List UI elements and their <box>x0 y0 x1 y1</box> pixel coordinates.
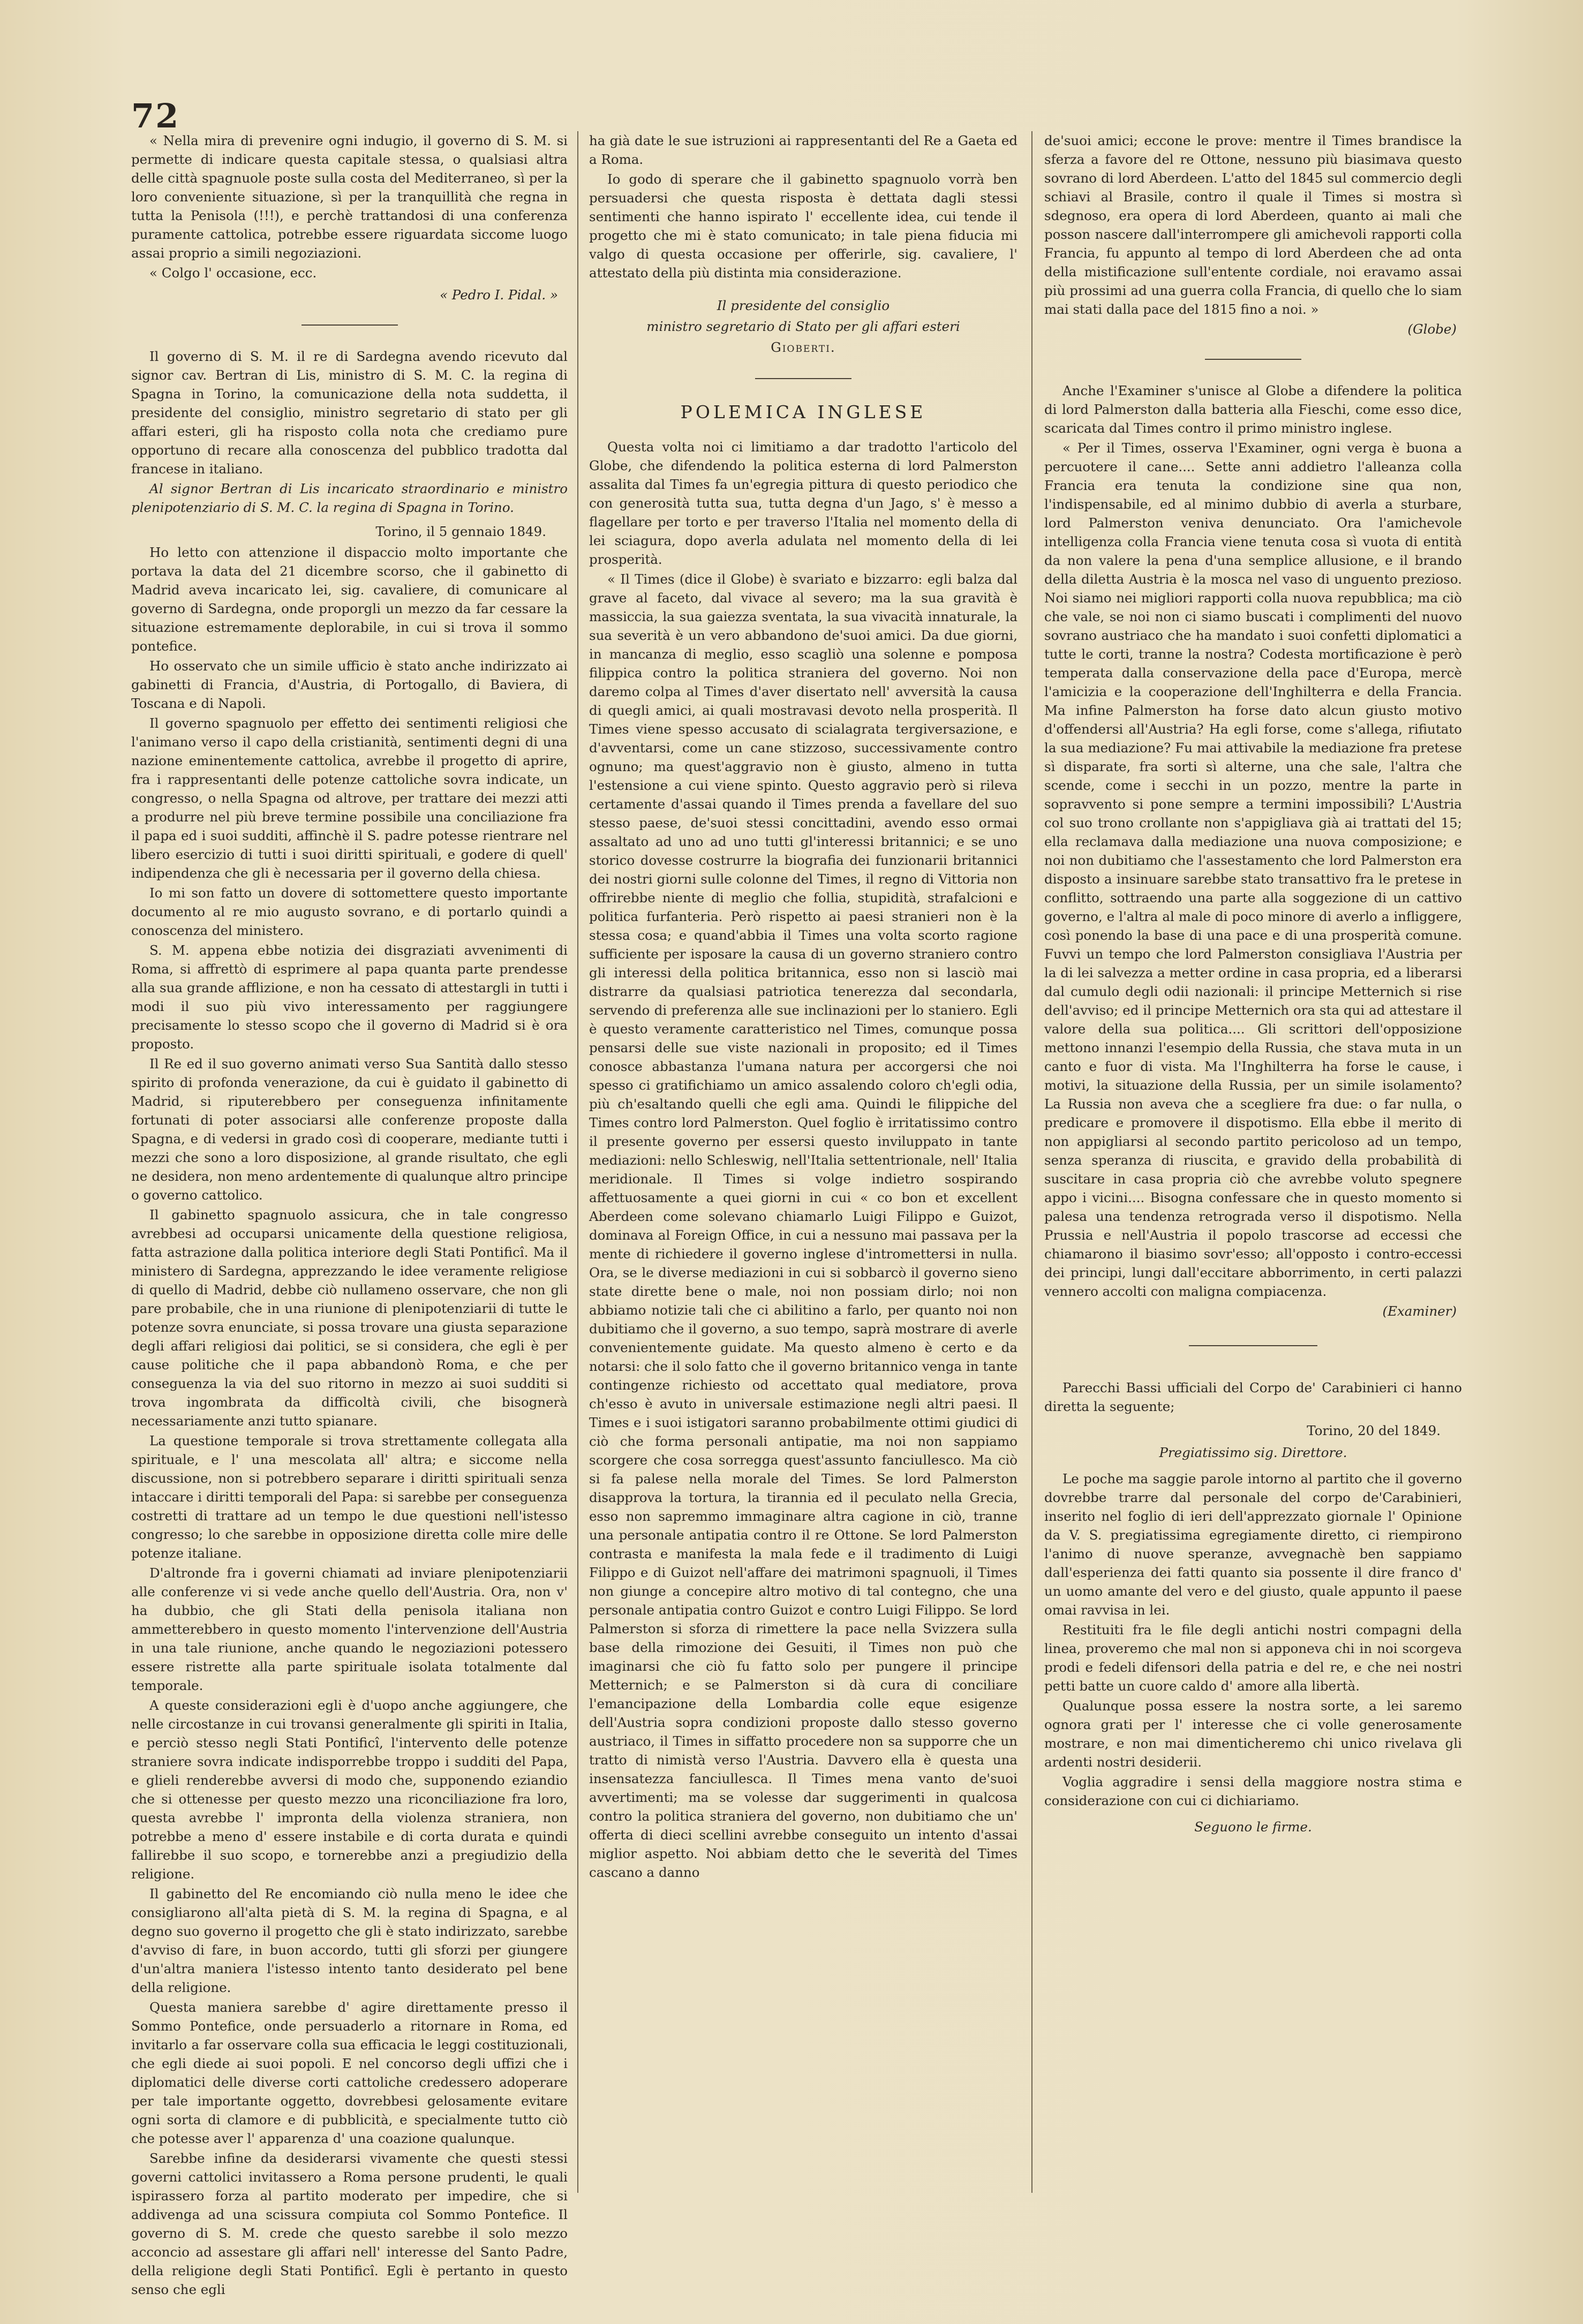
separator-rule <box>301 325 398 326</box>
signature-title: Il presidente del consiglio <box>717 298 890 313</box>
paragraph: A queste considerazioni egli è d'uopo anche aggiungere, che nelle circostanze in cui trovansi generalmente gli spiriti in Italia, e perciò stesso negli Stati Pontificî, l'intervento delle potenze straniere sovra indicate indisporrebbe troppo i sudditi del Papa, e glieli renderebbe avversi di modo che, supponendo eziandio che si ottenesse per questo mezzo una riconciliazione fra loro, questa avrebbe l' impronta della violenza straniera, non potrebbe a meno d' essere instabile e di corta durata e quindi fallirebbe il suo scopo, e tornerebbe anzi a pregiudizio della religione. <box>131 1697 568 1882</box>
signature-role: ministro segretario di Stato per gli affari esteri <box>646 319 960 334</box>
paragraph: Io mi son fatto un dovere di sottomettere questo importante documento al re mio augusto sovrano, e di portarlo quindi a conoscenza del ministero. <box>131 885 568 938</box>
paragraph: Restituiti fra le file degli antichi nostri compagni della linea, proveremo che mal non si apponeva chi in noi scorgeva prodi e fedeli difensori della patria e del re, e che nei nostri petti batte un cuore caldo d' amore alla libertà. <box>1044 1622 1462 1694</box>
paragraph: « Per il Times, osserva l'Examiner, ogni verga è buona a percuotere il cane.... Sette anni addietro l'alleanza colla Francia era tenuta la condizione sine qua non, l'indispensabile, ed al minimo dubbio di averla a sturbare, lord Palmerston veniva denunciato. Ora l'amichevole intelligenza colla Francia viene tenuta cosa sì vuota di entità da non valere la pena d'una semplice allusione, e il brando della diletta Austria è la mosca nel vaso di unguento prezioso. Noi siamo nei migliori rapporti colla nuova repubblica; ma ciò che vale, se noi non ci siamo buscati i complimenti del nuovo sovrano austriaco che ha mandato i suoi confetti diplomatici a tutte le corti, tranne la nostra? Codesta mortificazione è però temperata dalla conservazione della pace d'Europa, mercè l'amicizia e la cooperazione dell'Inghilterra e della Francia. Ma infine Palmerston ha forse dato alcun giusto motivo d'offendersi all'Austria? Ha egli forse, come s'allega, rifiutato la sua mediazione? Fu mai attivabile la mediazione fra pretese sì disparate, fra sorti sì alterne, una che sale, l'altra che scende, come i secchi in un pozzo, mentre la parte in sopravvento si pone sempre a termini impossibili? L'Austria col suo trono crollante non s'appigliava già ai trattati del 15; ella reclamava dalla mediazione una nuova composizione; e noi non dubitiamo che l'assestamento che lord Palmerston era disposto a insinuare sarebbe stato transattivo fra le pretese in conflitto, sottraendo una parte alla soggezione di un cattivo governo, e l'altra al male di poco minore di averlo a infliggere, così ponendo la base di una pace e di una prosperità comune. Fuvvi un tempo che lord Palmerston consigliava l'Austria per la di lei salvezza a metter ordine in casa propria, ed a liberarsi dal cumulo degli odii nazionali: il principe Metternich si rise dell'avviso; ed il principe Metternich ora sta qui ad attestare il valore della sua politica.... Gli scrittori dell'opposizione mettono innanzi l'esempio della Russia, che stava muta in un canto e fuor di vista. Ma l'Inghilterra ha forse le cause, i motivi, la situazione della Russia, per un simile isolamento? La Russia non aveva che a scegliere fra due: o far nulla, o predicare e promovere il dispotismo. Ella ebbe il merito di non appigliarsi al secondo partito pericoloso ad un tempo, senza speranza di riuscita, e gravido della probabilità di suscitare in casa propria ciò che avrebbe voluto spegnere appo i vicini.... Bisogna confessare che in questo momento si palesa una tendenza retrograda verso il dispotismo. Nella Prussia e nell'Austria il popolo trascorse ad eccessi che chiamarono il biasimo sovr'esso; all'opposto i contro-eccessi dei principi, lungi dall'eccitare abborrimento, in certi palazzi vennero accolti con maligna compiacenza. <box>1044 440 1462 1299</box>
signature-name: Gioberti. <box>771 339 836 355</box>
paragraph: « Il Times (dice il Globe) è svariato e bizzarro: egli balza dal grave al faceto, dal vivace al severo; ma la sua gravità è massiccia, la sua gaiezza sventata, la sua vivacità innaturale, la sua severità è un vero abbandono de'suoi amici. Da due giorni, in mancanza di meglio, esso scagliò una solenne e pomposa filippica contro la politica straniera del governo. Noi non daremo colpa al Times d'aver disertato nell' avversità la causa di quegli amici, ai quali mostravasi devoto nella prosperità. Il Times viene spesso accusato di scialagrata tergiversazione, e d'avventarsi, come un cane stizzoso, successivamente contro ognuno; ma quest'aggravio non è giusto, almeno in tutta l'estensione a cui viene spinto. Questo aggravio però si rileva certamente d'assai quando il Times prenda a favellare del suo stesso paese, de'suoi stessi concittadini, avendo esso ormai assaltato ad uno ad uno tutti gl'interessi britannici; e se uno storico dovesse costrurre la biografia dei funzionarii britannici dei nostri giorni sulle colonne del Times, il regno di Vittoria non offrirebbe niente di meglio che follia, stupidità, strafalcioni e politica furfanteria. Però rispetto ai paesi stranieri non è la stessa cosa; e quand'abbia il Times una volta scorto ragione sufficiente per isposare la causa di un governo straniero contro gli interessi della politica britannica, esso non si lasciò mai distrarre da qualsiasi patriotica tenerezza dal secondarla, servendo di preferenza alle sue inclinazioni per lo staniero. Egli è questo veramente caratteristico nel Times, comunque possa pensarsi delle sue viste nazionali in proposito; ed il Times conosce abbastanza l'umana natura per accorgersi che noi spesso ci gratifichiamo un amico assalendo coloro ch'egli odia, più ch'esaltando quelli che egli ama. Quindi le filippiche del Times contro lord Palmerston. Quel foglio è irritatissimo contro il presente governo per essersi questo inviluppato in tante mediazioni: nello Schleswig, nell'Italia settentrionale, nell' Italia meridionale. Il Times si volge indietro sospirando affettuosamente a quei giorni in cui « co bon et excellent Aberdeen come solevano chiamarlo Luigi Filippo e Guizot, dominava al Foreign Office, in cui a nessuno mai passava per la mente di richiedere il governo inglese d'intromettersi in nulla. Ora, se le diverse mediazioni in cui si sobbarcò il governo sieno state dirette bene o male, noi non possiam dirlo; noi non abbiamo notizie tali che ci abilitino a farlo, per quanto noi non dubitiamo che il governo, a suo tempo, saprà mostrare di averle convenientemente guidate. Ma questo almeno è certo e da notarsi: che il solo fatto che il governo britannico venga in tante contingenze richiesto od accettato qual mediatore, prova ch'esso è avuto in universale estimazione negli altri paesi. Il Times e i suoi istigatori saranno probabilmente ottimi giudici di ciò che forma personali antipatie, ma noi non sappiamo scorgere che cosa sorregga quest'assunto fanciullesco. Ma ciò si fa palese nella morale del Times. Se lord Palmerston disapprova la tortura, la tirannia ed il peculato nella Grecia, esso non sapremmo immaginare altra cagione in ciò, tranne una personale antipatia contro il re Ottone. Se lord Palmerston contrasta e manifesta la mala fede e il tradimento di Luigi Filippo e di Guizot nell'affare dei matrimoni spagnuoli, il Times non giunge a concepire altro motivo di tal contegno, che una personale antipatia contro Guizot e contro Luigi Filippo. Se lord Palmerston si sforza di rimettere la pace nella Svizzera sulla base della rimozione dei Gesuiti, il Times non può che imaginarsi che ciò fu fatto solo per pungere il principe Metternich; e se Palmerston si dà cura di conciliare l'emancipazione della Lombardia colle eque esigenze dell'Austria sopra condizioni proposte dallo stesso governo austriaco, il Times in siffatto procedere non sa supporre che un tratto di nimistà verso l'Austria. Davvero ella è questa una insensatezza fanciullesca. Il Times mena vanto de'suoi avvertimenti; ma se volesse dar suggerimenti in qualcosa contro la politica straniera del governo, non dubitiamo che un' offerta di dieci scellini avrebbe conseguito un intento d'assai miglior aspetto. Noi abbiam detto che le severità del Times cascano a danno <box>589 571 1017 1880</box>
paragraph: S. M. appena ebbe notizia dei disgraziati avvenimenti di Roma, si affrettò di esprimere al papa quanta parte prendesse alla sua grande afflizione, e non ha cessato di attestargli in tutti i modi il suo più vivo interessamento per raggiungere precisamente lo stesso scopo che il governo di Madrid si è ora proposto. <box>131 942 568 1052</box>
paragraph: Ho osservato che un simile ufficio è stato anche indirizzato ai gabinetti di Francia, d'Austria, di Portogallo, di Baviera, di Toscana e di Napoli. <box>131 658 568 711</box>
paragraph: Voglia aggradire i sensi della maggiore nostra stima e considerazione con cui ci dichiariamo. <box>1044 1774 1462 1808</box>
paragraph: Il governo di S. M. il re di Sardegna avendo ricevuto dal signor cav. Bertran di Lis, ministro di S. M. C. la regina di Spagna in Torino, la comunicazione della nota suddetta, il presidente del consiglio, ministro segretario di stato per gli affari esteri, gli ha risposto colla nota che crediamo pure opportuno di recare alla conoscenza del pubblico tradotta dal francese in italiano. <box>131 349 568 477</box>
dateline: Torino, il 5 gennaio 1849. <box>375 524 546 539</box>
paragraph: Parecchi Bassi ufficiali del Corpo de' Carabinieri ci hanno diretta la seguente; <box>1044 1380 1462 1414</box>
separator-rule <box>755 378 851 379</box>
paragraph: Le poche ma saggie parole intorno al partito che il governo dovrebbe trarre dal personale del corpo de'Carabinieri, inserito nel foglio di ieri dell'apprezzato giornale l' Opinione da V. S. pregiatissima egregiamente diretto, ci riempirono l'animo di nuove speranze, avvegnachè ben sappiamo dall'esperienza dei fatti quanto sia possente il dire franco d' un uomo amante del vero e del giusto, quale appunto il paese omai ravvisa in lei. <box>1044 1471 1462 1618</box>
paragraph: Questa volta noi ci limitiamo a dar tradotto l'articolo del Globe, che difendendo la politica esterna di lord Palmerston assalita dal Times fa un'egregia pittura di questo periodico che con generosità tutta sua, tutta degna d'un Jago, s' è messo a flagellare per torto e per traverso l'Italia nel momento della di lei sciagura, dopo averla adulata nel momento della di lei prosperità. <box>589 439 1017 567</box>
paragraph: Qualunque possa essere la nostra sorte, a lei saremo ognora grati per l' interesse che ci volle generosamente mostrare, e non mai dimenticheremo chi unico rivelava gli ardenti nostri desiderii. <box>1044 1698 1462 1770</box>
paragraph: de'suoi amici; eccone le prove: mentre il Times brandisce la sferza a favore del re Ottone, nessuno più biasimava questo sovrano di lord Aberdeen. L'atto del 1845 sul commercio degli schiavi al Brasile, contro il quale il Times si mostra sì sdegnoso, era opera di lord Aberdeen, quanto ai mali che posson nascere dall'interrompere gli amichevoli rapporti colla Francia, fu appunto al tempo di lord Aberdeen che ad onta della mistificazione sull'entente cordiale, noi eravamo assai più prossimi ad una guerra colla Francia, di quello che lo siam mai stati dalla pace del 1815 fino a noi. » <box>1044 133 1462 317</box>
salutation: Pregiatissimo sig. Direttore. <box>1159 1445 1347 1460</box>
dateline: Torino, 20 del 1849. <box>1307 1423 1441 1438</box>
section-heading: POLEMICA INGLESE <box>680 402 926 422</box>
paragraph: Ho letto con attenzione il dispaccio molto importante che portava la data del 21 dicembre scorso, che il gabinetto di Madrid aveva incaricato lei, sig. cavaliere, di comunicare al governo di Sardegna, onde proporgli un mezzo da far cessare la situazione estremamente deplorabile, in cui si trova il sommo pontefice. <box>131 545 568 654</box>
paragraph: « Colgo l' occasione, ecc. <box>149 265 317 281</box>
separator-rule <box>1205 359 1301 360</box>
source-attribution: (Globe) <box>1407 321 1457 337</box>
paragraph: Sarebbe infine da desiderarsi vivamente che questi stessi governi cattolici invitassero a Roma persone prudenti, le quali ispirassero forza al partito moderato per impedire, che si addivenga ad una scissura compiuta col Sommo Pontefice. Il governo di S. M. crede che questo sarebbe il solo mezzo acconcio ad assestare gli affari nell' interesse del Santo Padre, della religione degli Stati Pontificî. Egli è pertanto in questo senso che egli <box>131 2151 568 2297</box>
paragraph: Il governo spagnuolo per effetto dei sentimenti religiosi che l'animano verso il capo della cristianità, sentimenti degni di una nazione eminentemente cattolica, avrebbe il progetto di aprire, fra i rappresentanti delle potenze cattoliche sovra indicate, un congresso, o nella Spagna od altrove, per trattare dei mezzi atti a produrre nel più breve termine possibile una conciliazione fra il papa ed i suoi sudditi, affinchè il S. padre potesse rientrare nel libero esercizio di tutti i suoi diritti spirituali, e godere di quell' indipendenza che gli è necessaria per il governo della chiesa. <box>131 715 568 881</box>
paragraph: Anche l'Examiner s'unisce al Globe a difendere la politica di lord Palmerston dalla batteria alla Fieschi, come esso dice, scaricata dal Times contro il primo ministro inglese. <box>1044 383 1462 436</box>
paragraph: La questione temporale si trova strettamente collegata alla spirituale, e l' una mescolata all' altra; e siccome nella discussione, non si potrebbero separare i diritti spirituali senza intaccare i diritti temporali del Papa: si sarebbe per conseguenza costretti di trattare ad un tempo le due questioni nell'istesso congresso; lo che sarebbe in opposizione diretta colle mire delle potenze italiane. <box>131 1433 568 1561</box>
signature: « Pedro I. Pidal. » <box>440 287 558 303</box>
source-attribution: (Examiner) <box>1382 1303 1457 1319</box>
paragraph: Questa maniera sarebbe d' agire direttamente presso il Sommo Pontefice, onde persuaderlo a ritornare in Roma, ed invitarlo a far osservare colla sua efficacia le leggi costituzionali, che egli diede ai suoi popoli. E nel concorso degli uffizi che i diplomatici delle diverse corti cattoliche credessero adoperare per tale importante oggetto, dovrebbesi gelosamente evitare ogni sorta di clamore e di pubblicità, e specialmente tutto ciò che potesse aver l' apparenza d' una coazione qualunque. <box>131 1999 568 2146</box>
paragraph: D'altronde fra i governi chiamati ad inviare plenipotenziarii alle conferenze vi si vede anche quello dell'Austria. Ora, non v' ha dubbio, che gli Stati della penisola italiana non ammetterebbero in questo momento l'intervenzione dell'Austria in una tale riunione, anche quando le negoziazioni potessero essere ristrette alla parte spirituale isolata totalmente dal temporale. <box>131 1565 568 1693</box>
column-2 <box>589 131 1017 2273</box>
column-rule-2 <box>1031 131 1032 2193</box>
page-number: 72 <box>131 96 180 135</box>
paragraph: Il gabinetto del Re encomiando ciò nulla meno le idee che consigliarono all'alta pietà di S. M. la regina di Spagna, e al degno suo governo il progetto che gli è stato indirizzato, sarebbe d'avviso di fare, in buon accordo, tutti gli sforzi per giungere d'un'altra maniera l'istesso intento tanto desiderato pel bene della religione. <box>131 1886 568 1995</box>
column-1 <box>131 131 568 2297</box>
paragraph: ha già date le sue istruzioni ai rappresentanti del Re a Gaeta ed a Roma. <box>589 133 1017 167</box>
column-rule-1 <box>577 131 578 2193</box>
paragraph: Il gabinetto spagnuolo assicura, che in tale congresso avrebbesi ad occuparsi unicamente della questione religiosa, fatta astrazione dalla politica interiore degli Stati Pontificî. Ma il ministero di Sardegna, apprezzando le idee veramente religiose di quello di Madrid, debbe ciò nullameno osservare, che non gli pare probabile, che in una riunione di plenipotenziarii di tutte le potenze sovra enunciate, si possa trovare una giusta separazione degli affari religiosi dai politici, se si considera, che egli è per cause politiche che il papa abbandonò Roma, e che per conseguenza la via del suo ritorno in mezzo ai suoi sudditi si trova ingombrata da difficoltà civili, che bisognerà necessariamente anzi tutto spianare. <box>131 1207 568 1429</box>
separator-rule <box>1189 1345 1317 1346</box>
paragraph: Il Re ed il suo governo animati verso Sua Santità dallo stesso spirito di profonda venerazione, da cui è guidato il gabinetto di Madrid, si riputerebbero per conseguenza infinitamente fortunati di poter associarsi alle conferenze proposte dalla Spagna, e di vedersi in grado così di cooperare, mediante tutti i mezzi che sono a loro disposizione, al grande risultato, che egli ne desidera, non meno ardentemente di qualunque altro principe o governo cattolico. <box>131 1056 568 1203</box>
column-3 <box>1044 131 1462 2273</box>
paragraph: « Nella mira di prevenire ogni indugio, il governo di S. M. si permette di indicare questa capitale stessa, o qualsiasi altra delle città spagnuole poste sulla costa del Mediterraneo, sì per la loro conveniente situazione, sì per la tranquillità che regna in tutta la Penisola (!!!), e perchè trattandosi di una conferenza puramente cattolica, potrebbe essere riguardata siccome luogo assai proprio a simili negoziazioni. <box>131 133 568 261</box>
addressee: Al signor Bertran di Lis incaricato straordinario e ministro plenipotenziario di S. M. C. la regina di Spagna in Torino. <box>131 481 568 515</box>
closing-note: Seguono le firme. <box>1194 1819 1312 1835</box>
paragraph: Io godo di sperare che il gabinetto spagnuolo vorrà ben persuadersi che questa risposta è dettata dagli stessi sentimenti che hanno ispirato l' eccellente idea, cui tende il progetto che mi è stato comunicato; in tale piena fiducia mi valgo di questa occasione per offerirle, sig. cavaliere, l' attestato della più distinta mia considerazione. <box>589 171 1017 281</box>
